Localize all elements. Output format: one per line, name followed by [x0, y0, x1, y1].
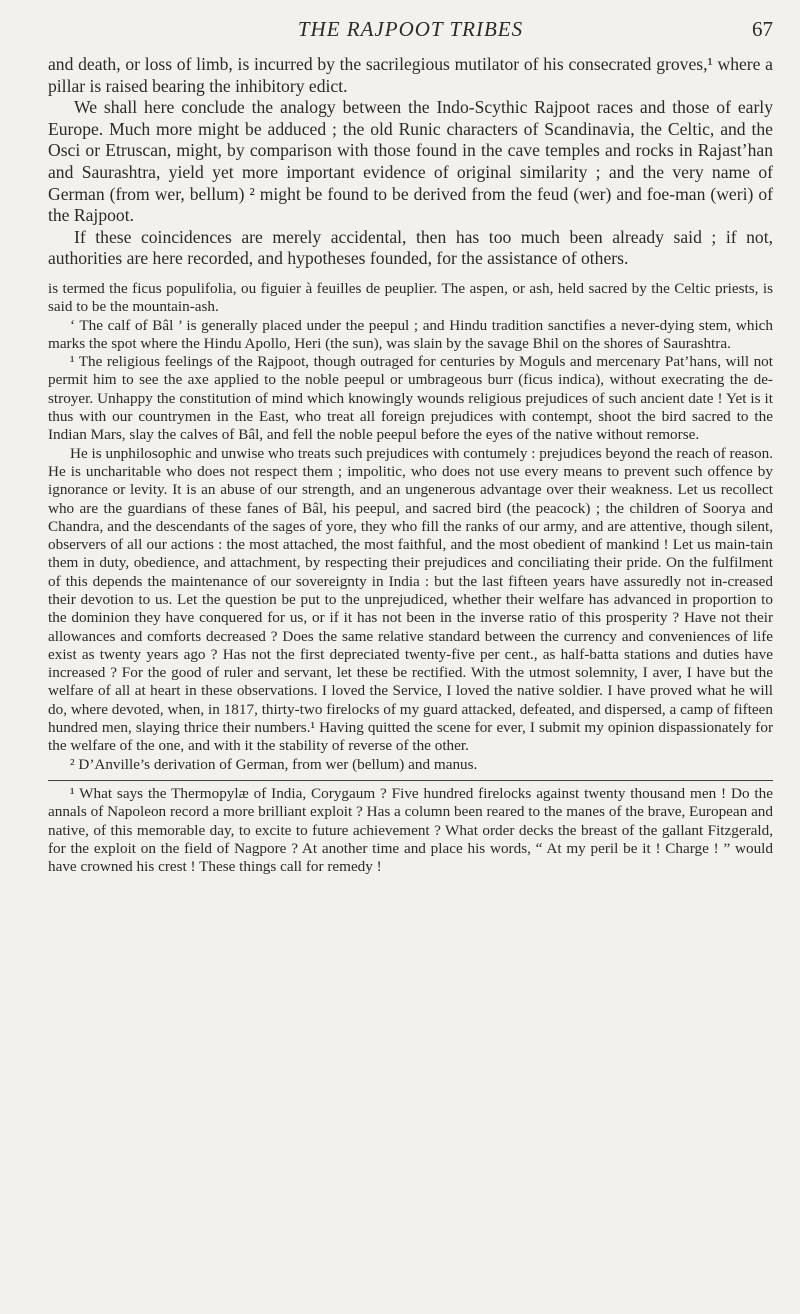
page-number: 67 [752, 17, 773, 41]
footnote-2: ² D’Anville’s derivation of German, from wer (bellum) and manus. [70, 755, 478, 773]
footnote-continuation: is termed the ficus populifolia, ou figuier à feuilles de peuplier. The aspen, or ash, held sacred by the Celtic priests, is said to be the mountain-ash. [48, 279, 773, 316]
footnote-1: ¹ The religious feelings of the Rajpoot, though outraged for centuries by Moguls and mercenary Pat’hans, will not permit him to see the axe applied to the noble peepul or umbrageous burr (ficus indica), without execrating the de-stroyer. Unhappy the constitution of mind which knowingly wounds religious prejudices of such ancient date ! Yet is it thus with our countrymen in the East, who treat all foreign prejudices with contempt, shoot the bird sacred to the Indian Mars, slay the calves of Bâl, and fell the noble peepul before the eyes of the native without remorse. [48, 353, 773, 444]
main-text [48, 54, 773, 270]
running-title: THE RAJPOOT TRIBES [297, 17, 524, 41]
footnote-1-continued: He is unphilosophic and unwise who treats such prejudices with contumely : prejudices beyond the reach of reason. He is uncharitable who does not respect them ; impolitic, who does not use every means to prevent such offence by ignorance or levity. It is an abuse of our strength, and an ungenerous advantage over their weakness. Let us recollect who are the guardians of these fanes of Bâl, his peepul, and sacred bird (the peacock) ; the children of Soorya and Chandra, and the descendants of the sages of yore, they who fill the ranks of our army, and are attentive, though silent, observers of all our actions : the most attached, the most faithful, and the most obedient of mankind ! Let us main-tain them in duty, obedience, and attachment, by respecting their prejudices and conciliating their pride. On the fulfilment of this depends the maintenance of our sovereignty in India : but the last fifteen years have assuredly not in-creased their devotion to us. Let the question be put to the unprejudiced, whether their welfare has advanced in proportion to the dominion they have conquered for us, or if it has not been in the inverse ratio of this prosperity ? Have not their allowances and comforts decreased ? Does the same relative standard between the currency and conveniences of life exist as twenty years ago ? Has not the first depreciated twenty-five per cent., as half-batta stations and duties have increased ? For the good of ruler and servant, let these be rectified. With the utmost solemnity, I aver, I have but the welfare of all at heart in these observations. I loved the Service, I loved the native soldier. I have proved what he will do, where devoted, when, in 1817, thirty-two firelocks of my guard attacked, defeated, and dispersed, a camp of fifteen hundred men, slaying thrice their numbers.¹ Having quitted the scene for ever, I submit my opinion dispassionately for the welfare of the one, and with it the stability of reverse of the other. [48, 444, 773, 755]
footnote-continuation: ‘ The calf of Bâl ’ is generally placed under the peepul ; and Hindu tradition sanctifies a never-dying stem, which marks the spot where the Hindu Apollo, Heri (the sun), was slain by the savage Bhil on the shores of Saurashtra. [48, 316, 773, 352]
sub-footnote-1: ¹ What says the Thermopylæ of India, Corygaum ? Five hundred firelocks against twenty thousand men ! Do the annals of Napoleon record a more brilliant exploit ? Has a column been reared to the manes of the brave, European and native, of this memorable day, to excite to future achievement ? What order decks the breast of the gallant Fitzgerald, for the exploit on the field of Nagpore ? At another time and place his words, “ At my peril be it ! Charge ! ” would have crowned his crest ! These things call for remedy ! [48, 784, 773, 876]
page-header [48, 12, 773, 46]
body-paragraph: If these coincidences are merely accidental, then has too much been already said ; if not, authorities are here recorded, and hypotheses founded, for the assistance of others. [48, 226, 773, 269]
footnotes [48, 280, 773, 877]
footnote-divider [48, 780, 773, 781]
body-paragraph: We shall here conclude the analogy between the Indo-Scythic Rajpoot races and those of early Europe. Much more might be adduced ; the old Runic characters of Scandinavia, the Celtic, and the Osci or Etruscan, might, by comparison with those found in the cave temples and rocks in Rajast’han and Saurashtra, yield yet more important evidence of original similarity ; and the very name of German (from wer, bellum) ² might be found to be derived from the feud (wer) and foe-man (weri) of the Rajpoot. [48, 97, 773, 226]
body-paragraph: and death, or loss of limb, is incurred by the sacrilegious mutilator of his consecrated groves,¹ where a pillar is raised bearing the inhibitory edict. [48, 54, 773, 96]
